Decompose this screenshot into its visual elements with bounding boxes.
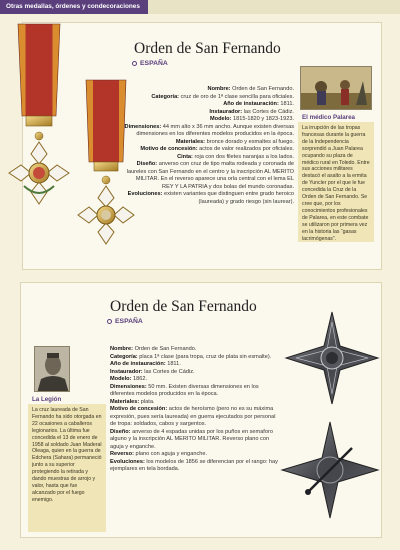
- article-1-specs: [124, 86, 294, 206]
- spec-instaurador: Instaurador: las Cortes de Cádiz.: [209, 108, 294, 115]
- spec-evoluciones: Evoluciones: existen variantes que distinguen entre grado heroico (laureada) y grado riesgo (sin laurear).: [127, 191, 294, 205]
- spec-dimensiones: Dimensiones: 44 mm alto x 36 mm ancho. Aunque existen diversas dimensiones en los diferentes modelos producidos en la época.: [124, 123, 294, 137]
- spec-categoria: Categoría: cruz de oro de 1ª clase sencilla para oficiales.: [151, 93, 294, 100]
- medal-silver-cross-reverse: [278, 418, 382, 522]
- spec-categoria: Categoría: placa 1ª clase (para tropa, cruz de plata sin esmalte).: [110, 353, 272, 360]
- country-bullet-icon: [107, 319, 112, 324]
- article-1-country-label: ESPAÑA: [140, 60, 168, 67]
- spec-diseno: Diseño: anverso de 4 espadas unidas por los puños en semaforo alguno y la inscripción AL MERITO MILITAR. Reverso plano con aguja y enganche.: [110, 428, 273, 450]
- sidebar-1-painting: [300, 66, 372, 110]
- sidebar-2-title: La Legión: [32, 396, 62, 403]
- spec-nombre: Nombre: Orden de San Fernando.: [110, 346, 197, 352]
- spec-modelo: Modelo: 1815-1820 y 1823-1923.: [210, 116, 294, 122]
- spec-dimensiones: Dimensiones: 50 mm. Existen diversas dimensiones en los diferentes modelos producidos en la época.: [110, 383, 259, 397]
- article-2-title: Orden de San Fernando: [110, 298, 257, 315]
- spec-reverso: Reverso: plano con aguja y enganche.: [110, 451, 208, 457]
- sidebar-1-title: El médico Palarea: [302, 114, 355, 121]
- spec-nombre: Nombre: Orden de San Fernando.: [207, 86, 294, 92]
- spec-materiales: Materiales: bronce dorado y esmaltes al fuego.: [175, 138, 294, 145]
- article-2-country: [107, 318, 143, 325]
- medal-silver-cross-obverse: [282, 308, 382, 408]
- sidebar-2-text: La cruz laureada de San Fernando ha sido otorgada en 22 ocasiones a caballeros legionarios. La última fue concedida el 13 de enero de 1958 al soldado Juan Maderal Oleaga, quien en la guerra de Edchera (Sahara) permaneció junto a su superior protegiendo la retirada y dando muestras de arrojo y valor, hasta que fue alcanzado por el fuego enemigo.: [28, 404, 106, 532]
- spec-materiales: Materiales: plata.: [110, 398, 155, 405]
- spec-instaurador: Instaurador: las Cortes de Cádiz.: [110, 368, 195, 375]
- spec-diseno: Diseño: anverso con cruz de tipo malta rodeada y coronada de laureles con San Fernando en el centro y la inscripción AL MERITO MILITAR. En el reverso aparece una orla central con el lema EL REY Y LA PATRIA y dos bolas del mundo coronadas.: [126, 161, 294, 190]
- spec-motivo: Motivo de concesión: actos de valor realizados por oficiales.: [140, 146, 294, 152]
- spec-modelo: Modelo: 1862.: [110, 376, 148, 382]
- spec-ano: Año de instauración: 1811.: [223, 101, 294, 107]
- article-1-title: Orden de San Fernando: [134, 40, 281, 57]
- sidebar-2-portrait: [34, 346, 70, 392]
- article-1-country: [132, 60, 168, 67]
- spec-cinta: Cinta: roja con dos filetes naranjas a los lados.: [177, 153, 294, 160]
- spec-motivo: Motivo de concesión: actos de heroísmo (pero no es su máxima expresión, pues sería laureada) en guerra ejecutados por personal de tropa: soldados, cabos y sargentos.: [110, 406, 276, 427]
- sidebar-1-text: La irrupción de las tropas francesas durante la guerra de la Independencia sorprendió a Juan Palarea ocupando su plaza de médico rural en Toledo. Entre sus acciones militares destacó el asalto a la ermita de Yuncler por el que le fue concedida la Cruz de la Orden de San Fernando. Se cree que, por los conocimientos profesionales de Palarea, en este combate se utilizaron por primera vez en la historia las “gasas lacrimógenas”.: [298, 122, 374, 242]
- medal-cross-gold-1: [4, 24, 74, 214]
- section-header: Otras medallas, órdenes y condecoraciones: [0, 0, 148, 14]
- article-2-country-label: ESPAÑA: [115, 318, 143, 325]
- spec-evoluciones: Evoluciones: los modelos de 1856 se diferencian por el rango: hay ejemplares en tela bordada.: [110, 458, 278, 472]
- article-2-specs: [110, 346, 278, 474]
- country-bullet-icon: [132, 61, 137, 66]
- spec-ano: Año de instauración: 1811.: [110, 361, 181, 367]
